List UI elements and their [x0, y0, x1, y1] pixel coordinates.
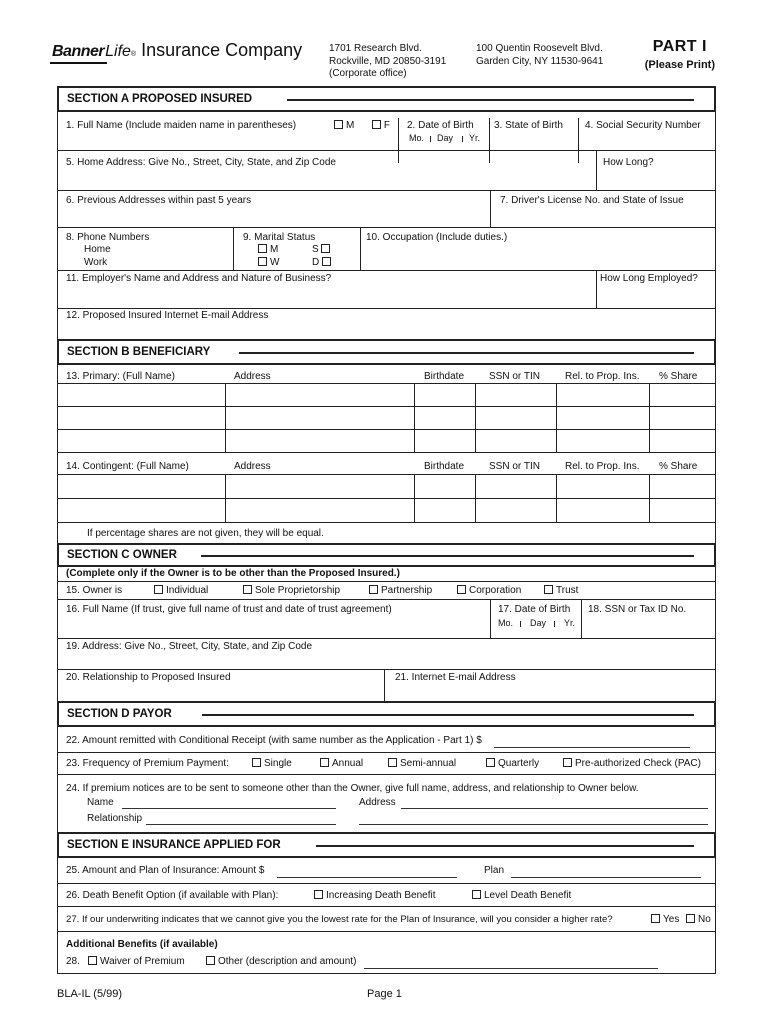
higher-rate-label: 27. If our underwriting indicates that we cannot give you the lowest rate for the Plan of Insurance, will you consider a higher rate? [66, 914, 613, 925]
form-id: BLA-IL (5/99) [57, 988, 123, 1000]
row-line [58, 308, 715, 309]
address-line: Garden City, NY 11530-9641 [476, 55, 604, 67]
plan-label: Plan [484, 865, 505, 876]
owner-sole [243, 585, 340, 597]
tick [430, 136, 431, 142]
amount-remitted-label: 22. Amount remitted with Conditional Receipt (with same number as the Application - Part 1) $ [66, 735, 482, 746]
death-benefit-label: 26. Death Benefit Option (if available with Plan): [66, 890, 279, 901]
other-option [206, 956, 356, 968]
other-label: Other (description and amount) [218, 956, 357, 967]
payor-relationship-line[interactable] [146, 824, 336, 825]
sole-proprietorship-checkbox[interactable] [243, 585, 252, 594]
beneficiary-note: If percentage shares are not given, they will be equal. [87, 528, 324, 539]
address-line: (Corporate office) [329, 68, 407, 79]
divorced-label: D [312, 257, 320, 268]
level-label: Level Death Benefit [484, 890, 572, 901]
individual-label: Individual [166, 585, 209, 596]
married-label: M [270, 244, 279, 255]
tick [554, 621, 555, 627]
divider [233, 227, 234, 270]
section-rule [201, 555, 694, 557]
row-line [58, 452, 715, 453]
col-birthdate: Birthdate [424, 371, 465, 382]
col-share: % Share [659, 461, 698, 472]
no-checkbox[interactable] [686, 914, 695, 923]
semi-annual-checkbox[interactable] [388, 758, 397, 767]
owner-subtitle: (Complete only if the Owner is to be other than the Proposed Insured.) [66, 568, 400, 579]
divider [360, 227, 361, 270]
row-line [58, 581, 715, 582]
amount-remitted-line[interactable] [494, 747, 690, 748]
payor-address-line-2[interactable] [359, 824, 708, 825]
married-checkbox[interactable] [258, 244, 267, 253]
owner-corporation [457, 585, 521, 597]
divider [475, 474, 476, 522]
logo-life-text: Life [105, 43, 131, 60]
higher-rate-yes [651, 914, 679, 926]
amount-line[interactable] [277, 877, 457, 878]
divider [489, 118, 490, 163]
primary-beneficiary-label: 13. Primary: (Full Name) [66, 371, 175, 382]
owner-dob-month: Mo. [498, 618, 514, 628]
divider [384, 669, 385, 701]
payor-name-label: Name [87, 797, 114, 808]
semi-annual-label: Semi-annual [400, 758, 457, 769]
logo-banner-text: Banner [52, 43, 105, 60]
freq-annual [320, 758, 363, 770]
increasing-label: Increasing Death Benefit [326, 890, 436, 901]
relationship-label: 20. Relationship to Proposed Insured [66, 672, 231, 683]
plan-line[interactable] [511, 877, 701, 878]
item-28-label: 28. [66, 956, 80, 967]
waiver-option [88, 956, 185, 968]
part-label [645, 38, 715, 71]
divider [398, 118, 399, 163]
sole-proprietorship-label: Sole Proprietorship [255, 585, 341, 596]
col-address: Address [234, 371, 271, 382]
divider [490, 190, 491, 227]
row-line [58, 669, 715, 670]
individual-checkbox[interactable] [154, 585, 163, 594]
registered-mark: ® [130, 51, 137, 58]
col-birthdate: Birthdate [424, 461, 465, 472]
divider [649, 474, 650, 522]
level-option [472, 890, 571, 902]
freq-single [252, 758, 292, 770]
full-name-label: 1. Full Name (Include maiden name in parentheses) [66, 120, 297, 131]
pac-checkbox[interactable] [563, 758, 572, 767]
row-line [58, 638, 715, 639]
increasing-option [314, 890, 436, 902]
drivers-license-label: 7. Driver's License No. and State of Issue [500, 195, 684, 206]
section-rule [239, 352, 694, 354]
email-label: 12. Proposed Insured Internet E-mail Address [66, 310, 269, 321]
freq-pac [563, 758, 701, 770]
row-line [58, 406, 715, 407]
marital-row-1 [258, 244, 278, 256]
widowed-checkbox[interactable] [258, 257, 267, 266]
owner-ssn-label: 18. SSN or Tax ID No. [588, 604, 687, 615]
owner-full-name-label: 16. Full Name (If trust, give full name of trust and date of trust agreement) [66, 604, 392, 615]
divider [490, 599, 491, 638]
owner-address-label: 19. Address: Give No., Street, City, State, and Zip Code [66, 641, 313, 652]
col-relationship: Rel. to Prop. Ins. [565, 371, 640, 382]
section-rule [316, 845, 694, 847]
no-label: No [698, 914, 711, 925]
col-share: % Share [659, 371, 698, 382]
freq-semi [388, 758, 456, 770]
divider [414, 383, 415, 452]
tick [462, 136, 463, 142]
waiver-label: Waiver of Premium [100, 956, 185, 967]
divider [556, 474, 557, 522]
row-line [58, 190, 715, 191]
divider [475, 383, 476, 452]
address-line: 100 Quentin Roosevelt Blvd. [476, 43, 603, 54]
dob-year-label: Yr. [469, 133, 481, 143]
payor-address-label: Address [359, 797, 396, 808]
application-form [57, 86, 716, 974]
ny-address [476, 43, 603, 68]
frequency-label: 23. Frequency of Premium Payment: [66, 758, 229, 769]
row-line [58, 498, 715, 499]
other-description-line[interactable] [364, 968, 658, 969]
single-checkbox[interactable] [321, 244, 330, 253]
female-checkbox[interactable] [372, 120, 381, 129]
divider [596, 270, 597, 308]
owner-partnership [369, 585, 432, 597]
owner-dob-year: Yr. [564, 618, 576, 628]
owner-email-label: 21. Internet E-mail Address [395, 672, 516, 683]
marital-status-label: 9. Marital Status [243, 232, 316, 243]
male-label: M [346, 120, 355, 131]
row-line [58, 227, 715, 228]
col-relationship: Rel. to Prop. Ins. [565, 461, 640, 472]
owner-trust [544, 585, 578, 597]
payor-address-line[interactable] [401, 808, 708, 809]
divorced-checkbox[interactable] [322, 257, 331, 266]
trust-label: Trust [556, 585, 579, 596]
col-ssn: SSN or TIN [489, 461, 540, 472]
company-logo [52, 40, 302, 61]
occupation-label: 10. Occupation (Include duties.) [366, 232, 508, 243]
yes-label: Yes [663, 914, 680, 925]
section-d-header [57, 701, 716, 727]
page-number: Page 1 [367, 988, 402, 1000]
row-line [58, 522, 715, 523]
divider [225, 474, 226, 522]
divider [225, 383, 226, 452]
row-line [58, 906, 715, 907]
trust-checkbox[interactable] [544, 585, 553, 594]
employer-label: 11. Employer's Name and Address and Nature of Business? [66, 273, 332, 284]
phone-numbers-label: 8. Phone Numbers [66, 232, 150, 243]
divider [578, 118, 579, 163]
partnership-label: Partnership [381, 585, 433, 596]
phone-home-label: Home [84, 244, 111, 255]
contingent-beneficiary-label: 14. Contingent: (Full Name) [66, 461, 189, 472]
ssn-label: 4. Social Security Number [585, 120, 701, 131]
pac-label: Pre-authorized Check (PAC) [575, 758, 701, 769]
increasing-checkbox[interactable] [314, 890, 323, 899]
previous-addresses-label: 6. Previous Addresses within past 5 years [66, 195, 252, 206]
col-ssn: SSN or TIN [489, 371, 540, 382]
how-long-employed-label: How Long Employed? [600, 273, 698, 284]
dob-month-label: Mo. [409, 133, 425, 143]
row-line [58, 774, 715, 775]
owner-is-label: 15. Owner is [66, 585, 123, 596]
col-address: Address [234, 461, 271, 472]
row-line [58, 383, 715, 384]
marital-divorced [312, 257, 334, 269]
dob-day-label: Day [437, 133, 454, 143]
row-line [58, 752, 715, 753]
male-checkbox[interactable] [334, 120, 343, 129]
section-c-header [57, 543, 716, 567]
section-b-title: SECTION B BENEFICIARY [67, 346, 216, 358]
section-a-header [57, 86, 716, 112]
additional-benefits-title: Additional Benefits (if available) [66, 939, 218, 950]
phone-work-label: Work [84, 257, 108, 268]
owner-dob-day: Day [530, 618, 547, 628]
row-line [58, 270, 715, 271]
row-line [58, 474, 715, 475]
sex-options [334, 120, 390, 132]
other-checkbox[interactable] [206, 956, 215, 965]
annual-checkbox[interactable] [320, 758, 329, 767]
row-line [58, 883, 715, 884]
section-b-header [57, 339, 716, 365]
owner-individual [154, 585, 208, 597]
section-d-title: SECTION D PAYOR [67, 708, 178, 720]
single-label: Single [264, 758, 292, 769]
female-label: F [383, 120, 391, 131]
partnership-checkbox[interactable] [369, 585, 378, 594]
home-address-label: 5. Home Address: Give No., Street, City, State, and Zip Code [66, 157, 336, 168]
marital-single [312, 244, 333, 256]
payor-relationship-label: Relationship [87, 813, 143, 824]
row-line [58, 599, 715, 600]
quarterly-checkbox[interactable] [486, 758, 495, 767]
part-title: PART I [652, 38, 707, 55]
form-header [0, 30, 770, 85]
divider [581, 599, 582, 638]
dob-label: 2. Date of Birth [407, 120, 474, 131]
payor-name-line[interactable] [122, 808, 336, 809]
company-name: Insurance Company [141, 40, 303, 60]
marital-row-2 [258, 257, 279, 269]
row-line [58, 150, 715, 151]
amount-plan-label: 25. Amount and Plan of Insurance: Amount $ [66, 865, 265, 876]
section-e-header [57, 832, 716, 858]
waiver-checkbox[interactable] [88, 956, 97, 965]
single-label: S [312, 244, 319, 255]
corporation-checkbox[interactable] [457, 585, 466, 594]
quarterly-label: Quarterly [498, 758, 540, 769]
divider [596, 150, 597, 190]
owner-dob-label: 17. Date of Birth [498, 604, 571, 615]
section-rule [287, 99, 694, 101]
yes-checkbox[interactable] [651, 914, 660, 923]
divider [556, 383, 557, 452]
section-e-title: SECTION E INSURANCE APPLIED FOR [67, 839, 287, 851]
widowed-label: W [270, 257, 280, 268]
how-long-label: How Long? [603, 157, 654, 168]
single-checkbox[interactable] [252, 758, 261, 767]
premium-notices-label: 24. If premium notices are to be sent to someone other than the Owner, give full name, address, and relationship to Owner below. [66, 783, 639, 794]
freq-quarterly [486, 758, 539, 770]
address-line: Rockville, MD 20850-3191 [329, 55, 447, 67]
please-print-note: (Please Print) [644, 59, 715, 71]
level-checkbox[interactable] [472, 890, 481, 899]
divider [649, 383, 650, 452]
state-of-birth-label: 3. State of Birth [494, 120, 563, 131]
annual-label: Annual [332, 758, 364, 769]
row-line [58, 931, 715, 932]
tick [520, 621, 521, 627]
divider [414, 474, 415, 522]
higher-rate-no [686, 914, 711, 926]
row-line [58, 429, 715, 430]
corporate-address [329, 43, 446, 81]
corporation-label: Corporation [469, 585, 522, 596]
section-a-title: SECTION A PROPOSED INSURED [67, 93, 258, 105]
section-c-title: SECTION C OWNER [67, 549, 183, 561]
address-line: 1701 Research Blvd. [329, 43, 422, 54]
section-rule [202, 714, 694, 716]
